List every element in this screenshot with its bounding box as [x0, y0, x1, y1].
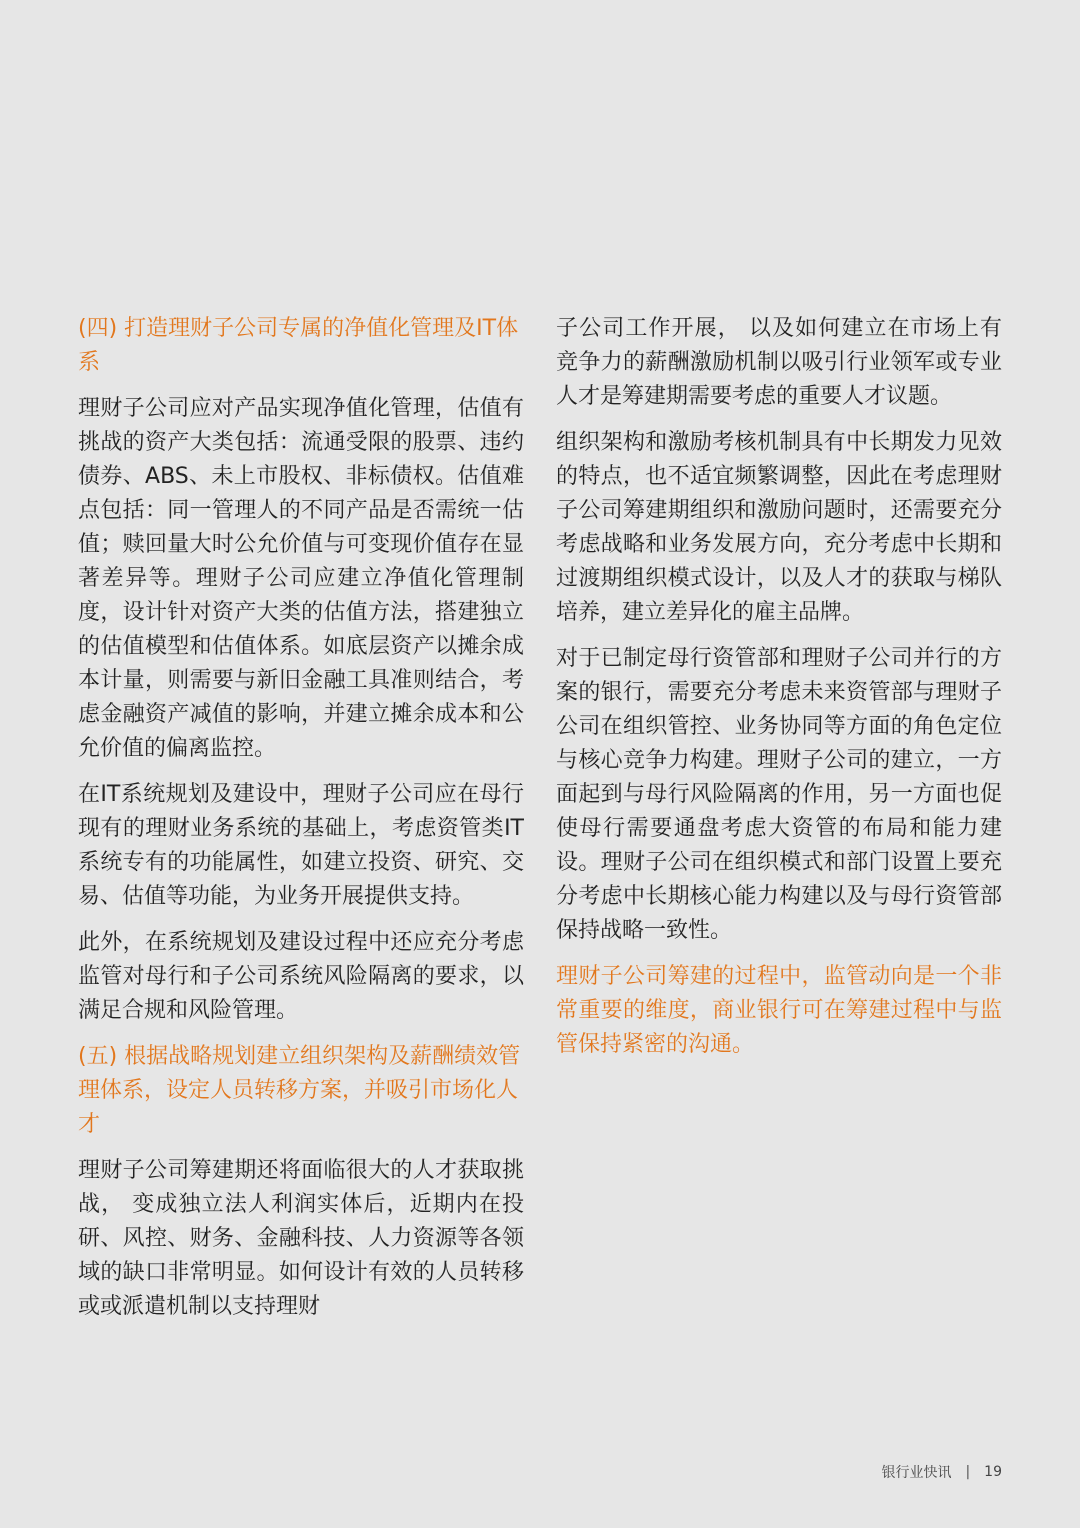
callout-regulatory: 理财子公司筹建的过程中，监管动向是一个非常重要的维度，商业银行可在筹建过程中与监管保持紧密的沟通。: [556, 964, 1002, 1057]
section-heading-4: (四) 打造理财子公司专属的净值化管理及IT体系: [78, 316, 519, 375]
paragraph-org-structure: 组织架构和激励考核机制具有中长期发力见效的特点，也不适宜频繁调整，因此在考虑理财子公司筹建期组织和激励问题时，还需要充分考虑战略和业务发展方向，充分考虑中长期和过渡期组织模式设计，以及人才的获取与梯队培养，建立差异化的雇主品牌。: [556, 430, 1002, 625]
footer-divider: |: [965, 1464, 971, 1480]
page-footer: [881, 1462, 1002, 1482]
paragraph-it-system: 在IT系统规划及建设中，理财子公司应在母行现有的理财业务系统的基础上，考虑资管类IT系统专有的功能属性，如建立投资、研究、交易、估值等功能，为业务开展提供支持。: [78, 782, 524, 909]
paragraph-risk-isolation: 此外，在系统规划及建设过程中还应充分考虑监管对母行和子公司系统风险隔离的要求，以满足合规和风险管理。: [78, 930, 524, 1023]
paragraph-talent: 理财子公司筹建期还将面临很大的人才获取挑战， 变成独立法人利润实体后，近期内在投研、风控、财务、金融科技、人力资源等各领域的缺口非常明显。如何设计有效的人员转移或或派遣机制以支持理财: [78, 1158, 524, 1319]
right-column: [556, 312, 1002, 1074]
left-column: [78, 312, 524, 1336]
publication-name: 银行业快讯: [881, 1465, 952, 1481]
paragraph-parallel-plan: 对于已制定母行资管部和理财子公司并行的方案的银行，需要充分考虑未来资管部与理财子公司在组织管控、业务协同等方面的角色定位与核心竞争力构建。理财子公司的建立，一方面起到与母行风险隔离的作用，另一方面也促使母行需要通盘考虑大资管的布局和能力建设。理财子公司在组织模式和部门设置上要充分考虑中长期核心能力构建以及与母行资管部保持战略一致性。: [556, 646, 1002, 943]
paragraph-valuation: 理财子公司应对产品实现净值化管理，估值有挑战的资产大类包括：流通受限的股票、违约债券、ABS、未上市股权、非标债权。估值难点包括：同一管理人的不同产品是否需统一估值；赎回量大时公允价值与可变现价值存在显著差异等。理财子公司应建立净值化管理制度，设计针对资产大类的估值方法，搭建独立的估值模型和估值体系。如底层资产以摊余成本计量，则需要与新旧金融工具准则结合，考虑金融资产减值的影响，并建立摊余成本和公允价值的偏离监控。: [78, 396, 524, 761]
paragraph-talent-continued: 子公司工作开展， 以及如何建立在市场上有竞争力的薪酬激励机制以吸引行业领军或专业人才是筹建期需要考虑的重要人才议题。: [556, 316, 1002, 409]
page-number: 19: [984, 1464, 1002, 1480]
section-heading-5: (五) 根据战略规划建立组织架构及薪酬绩效管理体系，设定人员转移方案，并吸引市场化人才: [78, 1044, 521, 1137]
